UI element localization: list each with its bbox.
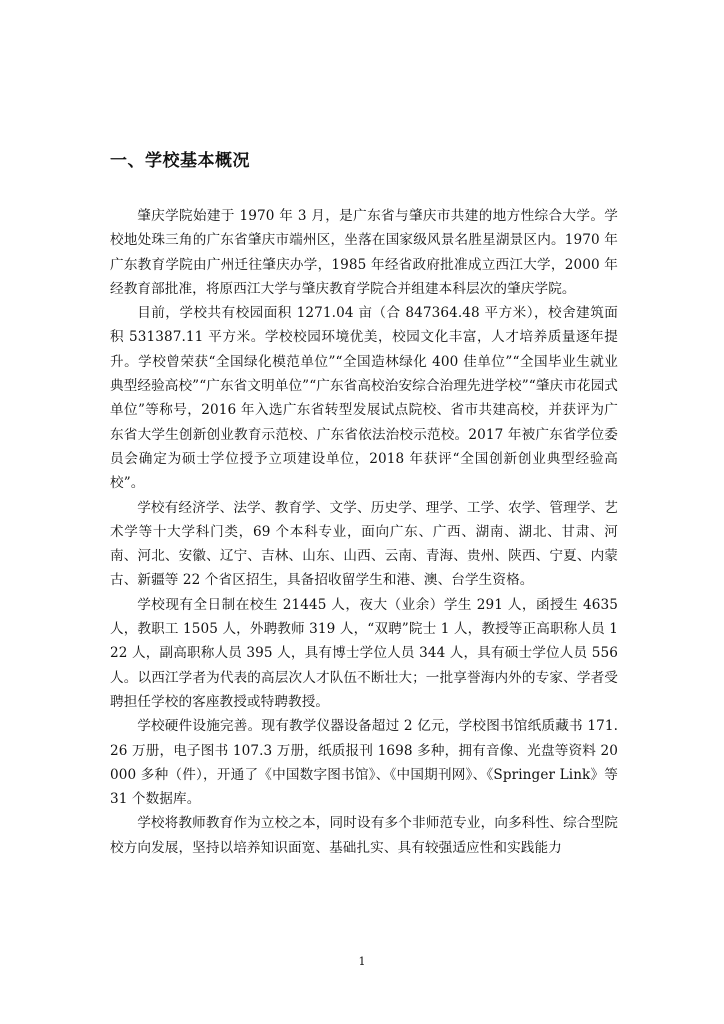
document-body xyxy=(110,204,618,860)
paragraph-teacher-education: 学校将教师教育作为立校之本，同时设有多个非师范专业，向多科性、综合型院校方向发展，坚持以培养知识面宽、基础扎实、具有较强适应性和实践能力 xyxy=(110,815,618,856)
paragraph-campus: 目前，学校共有校园面积 1271.04 亩（合 847364.48 平方米），校舍建筑面积 531387.11 平方米。学校校园环境优美，校园文化丰富，人才培养质量逐年提升。学校曾荣获“全国绿化模范单位”“全国造林绿化 400 佳单位”“全国毕业生就业典型经验高校”“广东省文明单位”“广东省高校治安综合治理先进学校”“肇庆市花园式单位”等称号，2016 年入选广东省转型发展试点院校、省市共建高校，并获评为广东省大学生创新创业教育示范校、广东省依法治校示范校。2017 年被广东省学位委员会确定为硕士学位授予立项建设单位，2018 年获评“全国创新创业典型经验高校”。 xyxy=(110,305,618,492)
paragraph-disciplines: 学校有经济学、法学、教育学、文学、历史学、理学、工学、农学、管理学、艺术学等十大学科门类，69 个本科专业，面向广东、广西、湖南、湖北、甘肃、河南、河北、安徽、辽宁、吉林、山东、山西、云南、青海、贵州、陕西、宁夏、内蒙古、新疆等 22 个省区招生，具备招收留学生和港、澳、台学生资格。 xyxy=(110,499,618,589)
section-heading: 一、学校基本概况 xyxy=(110,151,250,171)
page-number: 1 xyxy=(358,955,366,968)
paragraph-students-staff: 学校现有全日制在校生 21445 人，夜大（业余）学生 291 人，函授生 4635 人，教职工 1505 人，外聘教师 319 人，“双聘”院士 1 人，教授等正高职称人员 122 人，副高职称人员 395 人，具有博士学位人员 344 人，具有硕士学位人员 556 人。以西江学者为代表的高层次人才队伍不断壮大；一批享誉海内外的专家、学者受聘担任学校的客座教授或特聘教授。 xyxy=(110,596,618,710)
paragraph-facilities: 学校硬件设施完善。现有教学仪器设备超过 2 亿元，学校图书馆纸质藏书 171. 26 万册，电子图书 107.3 万册，纸质报刊 1698 多种，拥有音像、光盘等资料 20000 多种（件），开通了《中国数字图书馆》、《中国期刊网》、《Springer Link》等 31 个数据库。 xyxy=(110,718,618,808)
paragraph-history: 肇庆学院始建于 1970 年 3 月，是广东省与肇庆市共建的地方性综合大学。学校地处珠三角的广东省肇庆市端州区，坐落在国家级风景名胜星湖景区内。1970 年广东教育学院由广州迁往肇庆办学，1985 年经省政府批准成立西江大学，2000 年经教育部批准，将原西江大学与肇庆教育学院合并组建本科层次的肇庆学院。 xyxy=(110,208,618,297)
